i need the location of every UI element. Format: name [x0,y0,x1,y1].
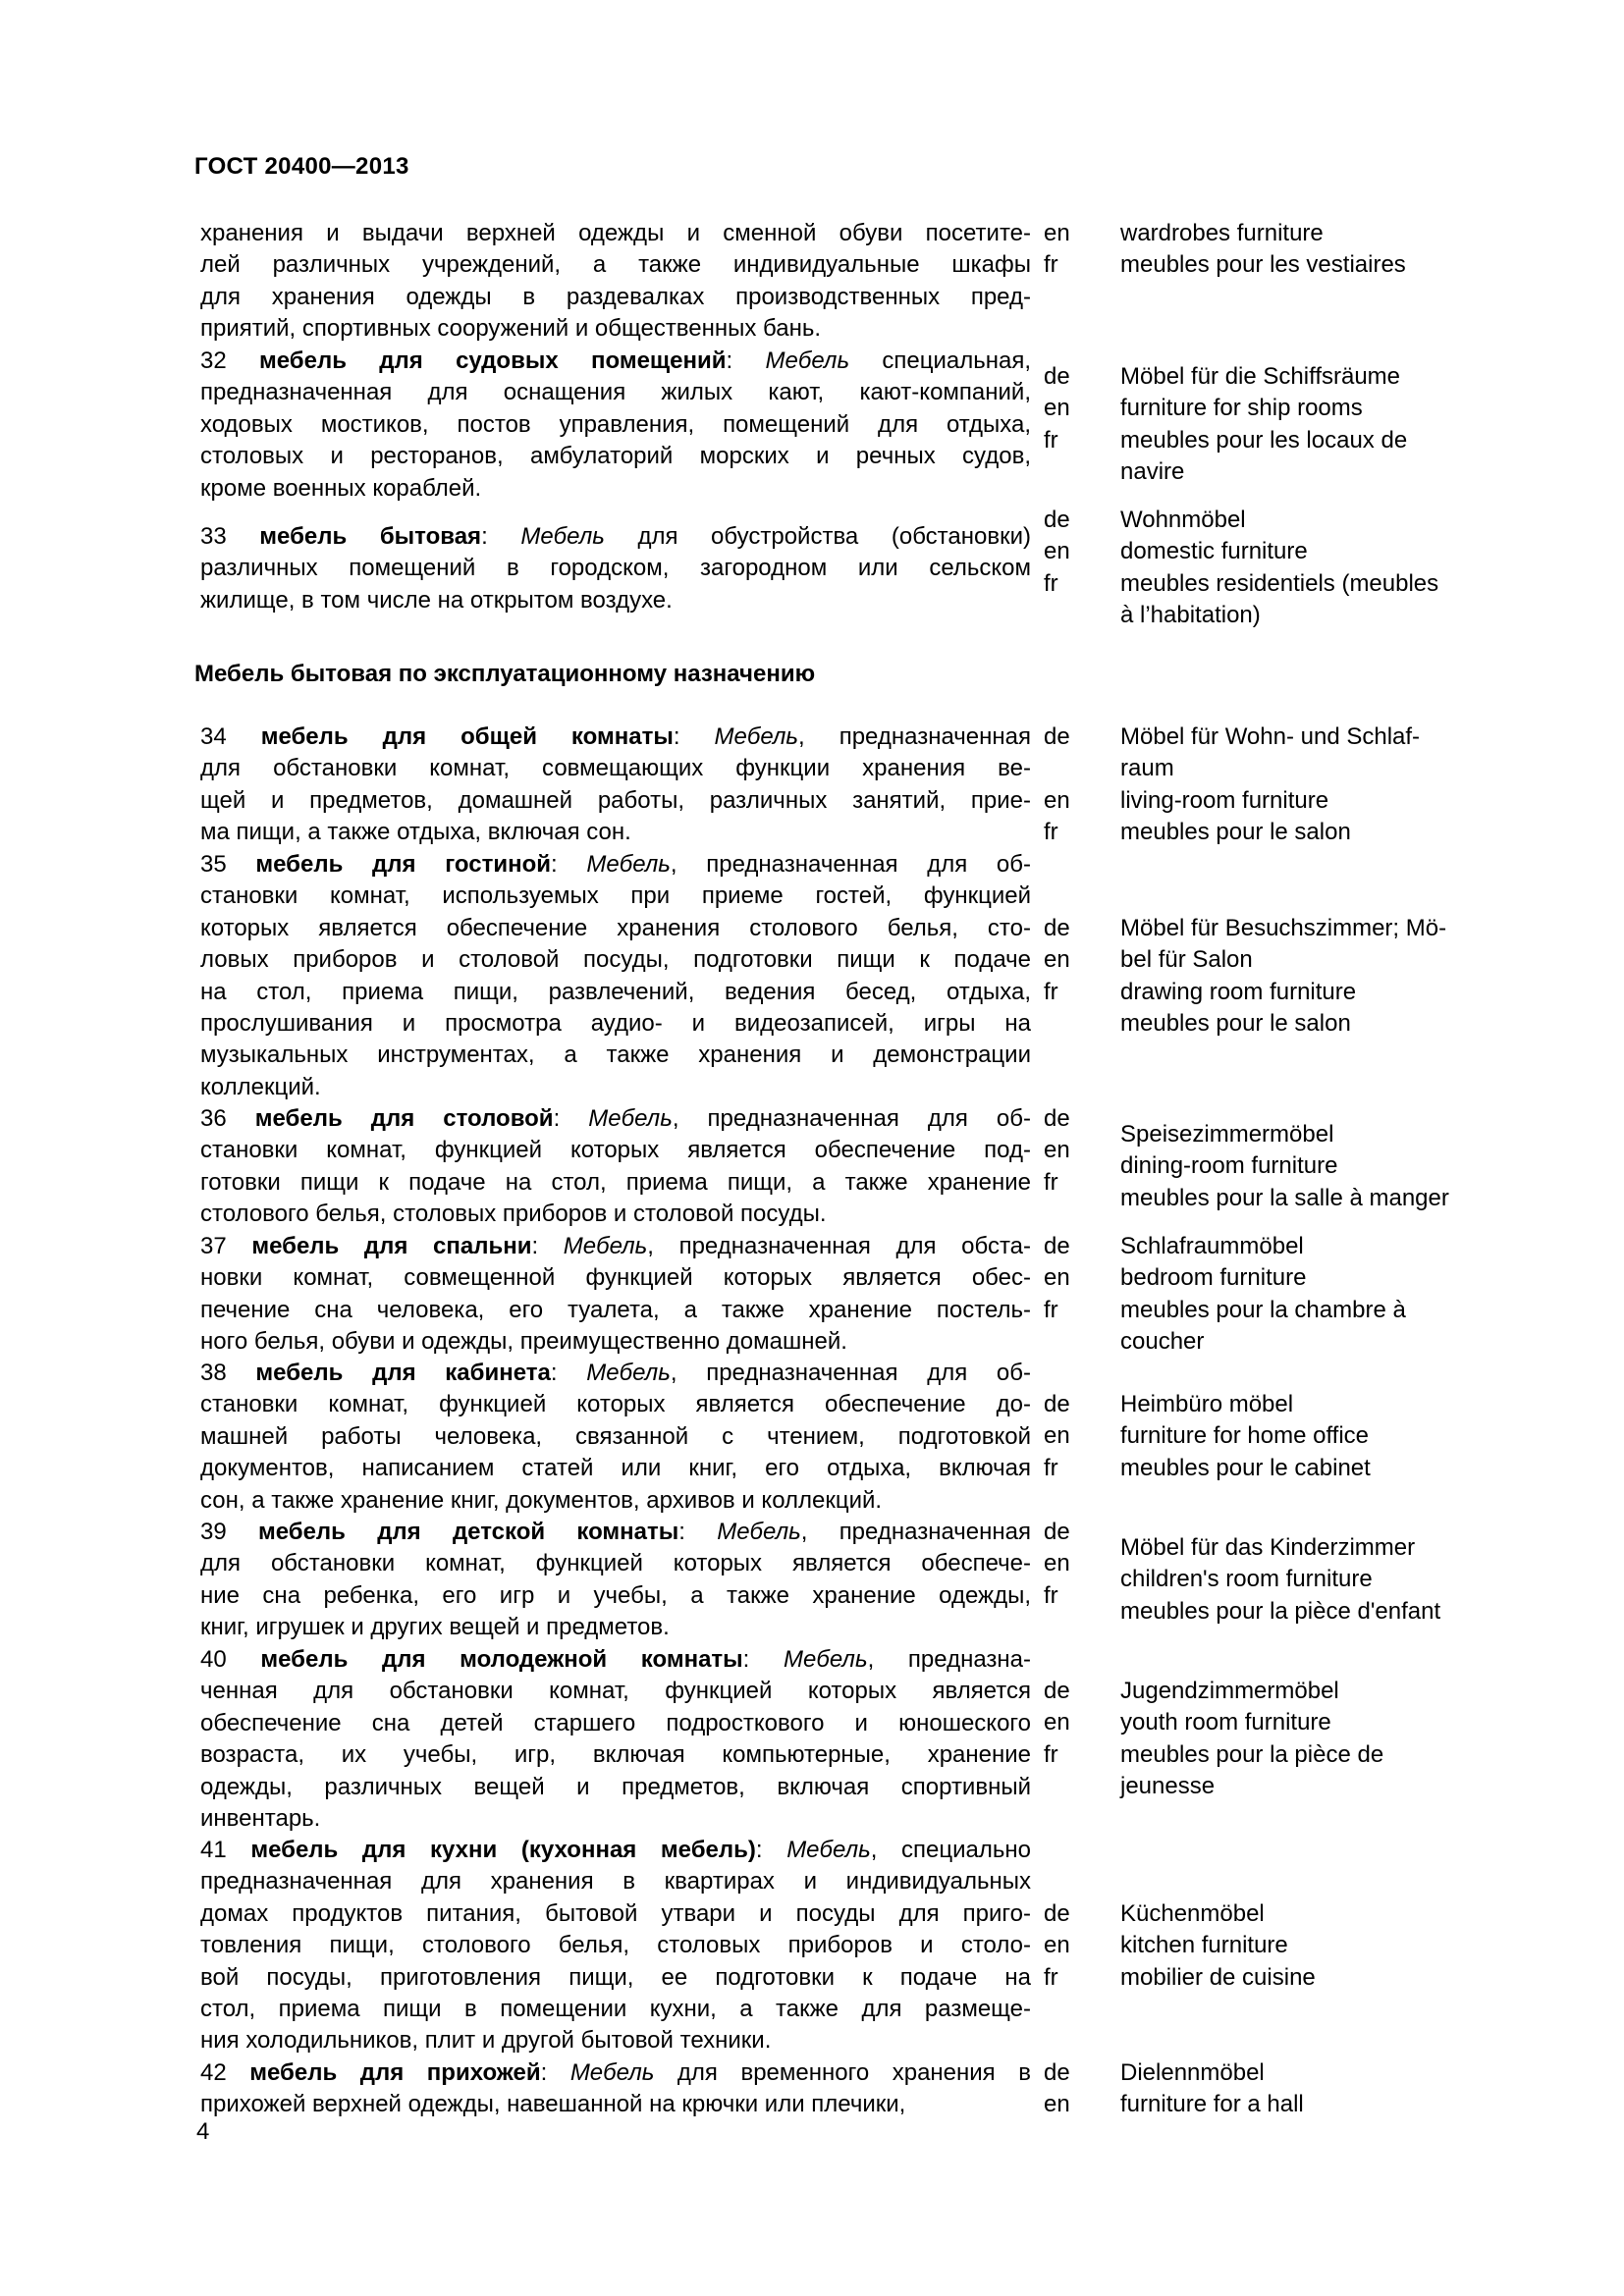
definition-line: стол, приема пищи в помещении кухни, а также для размеще- [200,1995,1031,2022]
term-name: мебель для молодежной комнаты [260,1646,743,1673]
definition-line: сон, а также хранение книг, документов, архивов и коллекций. [200,1486,883,1514]
definition-line: документов, написанием статей или книг, его отдыха, включая [200,1455,1031,1482]
definition-line: музыкальных инструментах, а также хранения и демонстрации [200,1041,1031,1069]
translations [1120,1532,1533,1628]
language-code: en [1044,2091,1070,2118]
definition-line: для обстановки комнат, функцией которых является обеспече- [200,1550,1031,1577]
definition-line: столового белья, столовых приборов и столовой посуды. [200,1201,827,1228]
definition-first-line [200,1231,1031,1262]
term-definition [200,1644,1031,1835]
translation: meubles pour le salon [1120,1010,1351,1038]
language-code: fr [1044,978,1058,1005]
term-definition [200,1103,1031,1231]
definition-line: ловых приборов и столовой посуды, подготовки пищи к подаче [200,946,1031,974]
term-number: 38 [200,1360,256,1386]
definition-line: предназначенная для оснащения жилых кают, кают-компаний, [200,379,1031,406]
translation: furniture for home office [1120,1422,1370,1450]
language-codes [1044,1676,1103,1771]
language-code: en [1044,786,1070,814]
translation: Wohnmöbel [1120,507,1246,533]
language-code: en [1044,1422,1070,1450]
translation: youth room furniture [1120,1709,1331,1736]
definition-lead-tail: , предназначенная для об- [672,1105,1031,1132]
term-number: 35 [200,851,256,878]
definition-lead-word: Мебель [586,851,671,878]
term-number: 32 [200,347,260,374]
language-code: en [1044,395,1070,422]
language-code: en [1044,538,1070,565]
language-code: fr [1044,426,1058,454]
term-colon: : [551,851,587,878]
term-number: 41 [200,1837,251,1863]
language-code: en [1044,946,1070,974]
definition-lead-tail: специальная, [849,347,1031,374]
term-colon: : [531,1233,564,1259]
language-code: de [1044,2059,1070,2086]
translation: meubles pour le cabinet [1120,1454,1371,1481]
language-code: fr [1044,1740,1058,1768]
language-code: de [1044,1900,1070,1927]
definition-line: новки комнат, совмещенной функцией которых является обес- [200,1264,1031,1292]
definition-first-line [200,521,1031,553]
translations [1120,218,1533,282]
translation: drawing room furniture [1120,978,1357,1005]
translation: meubles pour la pièce de [1120,1740,1384,1768]
term-definition [200,1358,1031,1517]
definition-lead-word: Мебель [569,2059,655,2086]
translation: domestic furniture [1120,538,1308,565]
page-number: 4 [196,2118,210,2145]
definition-lead-tail: для обустройства (обстановки) [604,523,1031,550]
language-code: fr [1044,1168,1058,1196]
definition-line: домах продуктов питания, бытовой утвари и посуды для приго- [200,1899,1031,1927]
definition-line: ходовых мостиков, постов управления, помещений для отдыха, [200,410,1031,438]
definition-line: ного белья, обуви и одежды, преимущественно домашней. [200,1328,847,1356]
term-number: 39 [200,1519,258,1545]
term-name: мебель для кабинета [255,1360,551,1386]
definition-lead-word: Мебель [717,1519,801,1545]
language-code: en [1044,1137,1070,1164]
definition-line: вой посуды, приготовления пищи, ее подготовки к подаче на [200,1963,1031,1991]
definition-line: становки комнат, функцией которых является обеспечение под- [200,1137,1031,1164]
translations [1120,2057,1533,2121]
language-code: de [1044,915,1070,941]
definition-first-line [200,2057,1031,2089]
translation: Möbel für Besuchszimmer; Mö- [1120,915,1447,941]
definition-line: для обстановки комнат, совмещающих функции хранения ве- [200,755,1031,782]
term-name: мебель для судовых помещений [259,347,727,374]
translation: children's room furniture [1120,1566,1373,1593]
definition-line: машней работы человека, связанной с чтением, подготовкой [200,1422,1031,1450]
language-codes [1044,2057,1103,2121]
translation: meubles pour le salon [1120,819,1351,846]
translation: Schlafraummöbel [1120,1233,1304,1259]
definition-first-line [200,1358,1031,1389]
term-colon: : [726,347,766,374]
language-codes [1044,1517,1103,1612]
translations [1120,1389,1533,1484]
language-code: fr [1044,569,1058,597]
term-definition [200,1231,1031,1359]
definition-line: предназначенная для хранения в квартирах и индивидуальных [200,1868,1031,1896]
translation: meubles residentiels (meubles [1120,569,1439,597]
translation: Küchenmöbel [1120,1900,1265,1927]
definition-first-line [200,346,1031,377]
translation: jeunesse [1120,1773,1216,1800]
language-codes [1044,1231,1103,1326]
translation: coucher [1120,1328,1205,1356]
term-name: мебель для общей комнаты [260,723,674,750]
language-code [1044,753,1103,784]
definition-lead-word: Мебель [588,1105,673,1132]
definition-line: ченная для обстановки комнат, функцией которых является [200,1678,1031,1705]
definition-line: приятий, спортивных сооружений и общественных бань. [200,315,822,343]
language-code: de [1044,363,1070,390]
translation: à l’habitation) [1120,602,1261,629]
term-definition [200,721,1031,849]
translation: wardrobes furniture [1120,220,1324,246]
term-definition [200,346,1031,505]
language-codes [1044,913,1103,1008]
definition-lead-tail: , предназначенная для обста- [647,1233,1031,1259]
definition-lead-word: Мебель [784,1646,868,1673]
language-code: en [1044,1932,1070,1959]
definition-line: товления пищи, столового белья, столовых приборов и столо- [200,1932,1031,1959]
definition-lead-word: Мебель [786,1837,871,1863]
definition-line: лей различных учреждений, а также индивидуальные шкафы [200,251,1031,279]
language-code: de [1044,1105,1070,1132]
language-code: de [1044,1233,1070,1259]
term-name: мебель для спальни [251,1233,532,1259]
definition-lead-tail: , предназначенная [798,723,1031,750]
translation: navire [1120,458,1185,486]
translations [1120,361,1533,489]
definition-first-line [200,1835,1031,1866]
language-code: de [1044,1519,1070,1545]
definition-line: одежды, различных вещей и предметов, включая спортивный [200,1773,1031,1800]
definition-lead-tail: , предназначенная [800,1519,1031,1545]
translations [1120,505,1533,632]
term-number: 34 [200,723,261,750]
definition-first-line [200,1644,1031,1676]
term-name: мебель для прихожей [249,2059,541,2086]
language-codes [1044,721,1103,849]
language-code: de [1044,507,1070,533]
language-codes [1044,1389,1103,1484]
language-codes [1044,361,1103,456]
definition-lead-word: Мебель [520,523,605,550]
translation: bedroom furniture [1120,1264,1307,1292]
term-name: мебель для детской комнаты [257,1519,679,1545]
definition-first-line [200,1103,1031,1135]
language-code: en [1044,220,1070,246]
language-codes [1044,1898,1103,1994]
definition-line: жилище, в том числе на открытом воздухе. [200,586,673,614]
translation: Heimbüro möbel [1120,1391,1294,1417]
translation: furniture for a hall [1120,2091,1304,2118]
translation: meubles pour la salle à manger [1120,1184,1449,1211]
language-code: fr [1044,1296,1058,1323]
term-number: 36 [200,1105,255,1132]
translation: meubles pour les vestiaires [1120,251,1406,279]
term-number: 37 [200,1233,252,1259]
translation: Speisezimmermöbel [1120,1121,1334,1148]
language-code: de [1044,1391,1070,1417]
translation: meubles pour la chambre à [1120,1296,1406,1323]
language-code: fr [1044,819,1058,846]
translation: meubles pour la pièce d'enfant [1120,1597,1441,1625]
definition-line: коллекций. [200,1073,321,1100]
translation: dining-room furniture [1120,1152,1338,1180]
definition-lead-word: Мебель [586,1360,671,1386]
translation: kitchen furniture [1120,1932,1288,1959]
term-name: мебель бытовая [259,523,482,550]
translations [1120,1119,1533,1214]
language-code: fr [1044,1454,1058,1481]
term-name: мебель для столовой [254,1105,554,1132]
translation: Möbel für Wohn- und Schlaf- [1120,723,1421,750]
definition-line: обеспечение сна детей старшего подросткового и юношеского [200,1709,1031,1736]
translation: furniture for ship rooms [1120,395,1363,422]
translations [1120,1898,1533,1994]
translation: meubles pour les locaux de [1120,426,1408,454]
language-code: de [1044,723,1070,750]
language-codes [1044,505,1103,600]
definition-line: ма пищи, а также отдыха, включая сон. [200,819,631,846]
language-code: fr [1044,1581,1058,1609]
term-definition [200,1835,1031,2057]
definition-line: инвентарь. [200,1804,321,1832]
definition-lead-tail: , предназначенная для об- [670,1360,1032,1386]
definition-line: кроме военных кораблей. [200,474,482,502]
language-code: en [1044,1264,1070,1292]
definition-line: для хранения одежды в раздевалках производственных пред- [200,283,1031,310]
definition-line: прихожей верхней одежды, навешанной на крючки или плечики, [200,2091,906,2118]
definition-line: различных помещений в городском, загородном или сельском [200,555,1031,582]
language-code: fr [1044,1963,1058,1991]
definition-line: хранения и выдачи верхней одежды и сменной обуви посетите- [200,220,1031,246]
term-colon: : [540,2059,570,2086]
translation: bel für Salon [1120,946,1253,974]
language-code: en [1044,1550,1070,1577]
definition-lead-tail: , предназначенная для об- [670,851,1031,878]
translation: mobilier de cuisine [1120,1963,1316,1991]
translation: raum [1120,755,1174,782]
term-definition [200,849,1031,1103]
term-colon: : [755,1837,787,1863]
term-colon: : [481,523,521,550]
definition-line: становки комнат, используемых при приеме гостей, функцией [200,882,1031,910]
language-codes [1044,218,1103,282]
definition-line: возраста, их учебы, игр, включая компьютерные, хранение [200,1741,1031,1769]
term-name: мебель для кухни (кухонная мебель) [250,1837,756,1863]
definition-lead-word: Мебель [563,1233,648,1259]
definition-line: щей и предметов, домашней работы, различных занятий, прие- [200,786,1031,814]
definition-line: прослушивания и просмотра аудио- и видеозаписей, игры на [200,1009,1031,1037]
definition-line: на стол, приема пищи, развлечений, ведения бесед, отдыха, [200,978,1031,1005]
definition-lead-word: Мебель [714,723,799,750]
translations [1120,913,1533,1041]
definition-line: книг, игрушек и других вещей и предметов. [200,1614,670,1641]
definition-line: ние сна ребенка, его игр и учебы, а также хранение одежды, [200,1581,1031,1609]
term-name: мебель для гостиной [255,851,551,878]
term-colon: : [553,1105,589,1132]
term-definition [200,2057,1031,2121]
translation: Dielennmöbel [1120,2059,1265,2086]
term-definition [200,218,1031,346]
term-number: 40 [200,1646,261,1673]
section-heading: Мебель бытовая по эксплуатационному назначению [194,661,816,687]
term-number: 33 [200,523,260,550]
definition-lead-tail: , специально [870,1837,1031,1863]
definition-line: печение сна человека, его туалета, а также хранение постель- [200,1296,1031,1323]
translations [1120,1231,1533,1359]
definition-lead-tail: , предназна- [867,1646,1031,1673]
term-definition [200,1517,1031,1644]
definition-first-line [200,849,1031,881]
definition-lead-word: Мебель [765,347,850,374]
language-code: en [1044,1709,1070,1736]
term-colon: : [673,723,715,750]
definition-line: становки комнат, функцией которых является обеспечение до- [200,1391,1031,1418]
translation: living-room furniture [1120,786,1329,814]
definition-line: которых является обеспечение хранения столового белья, сто- [200,914,1031,941]
term-colon: : [742,1646,785,1673]
definition-first-line [200,721,1031,753]
language-code: fr [1044,251,1058,279]
translations [1120,1676,1533,1803]
translation: Jugendzimmermöbel [1120,1678,1339,1704]
term-number: 42 [200,2059,250,2086]
definition-lead-tail: для временного хранения в [654,2059,1031,2086]
language-code: de [1044,1678,1070,1704]
term-colon: : [678,1519,718,1545]
term-definition [200,521,1031,616]
page-header: ГОСТ 20400—2013 [194,153,409,180]
translation: Möbel für die Schiffsräume [1120,363,1401,390]
definition-line: готовки пищи к подаче на стол, приема пищи, а также хранение [200,1168,1031,1196]
translations [1120,721,1533,849]
definition-line: столовых и ресторанов, амбулаторий морских и речных судов, [200,443,1031,470]
definition-line: ния холодильников, плит и другой бытовой техники. [200,2027,772,2055]
translation: Möbel für das Kinderzimmer [1120,1534,1416,1561]
language-codes [1044,1103,1103,1199]
definition-first-line [200,1517,1031,1548]
term-colon: : [550,1360,587,1386]
